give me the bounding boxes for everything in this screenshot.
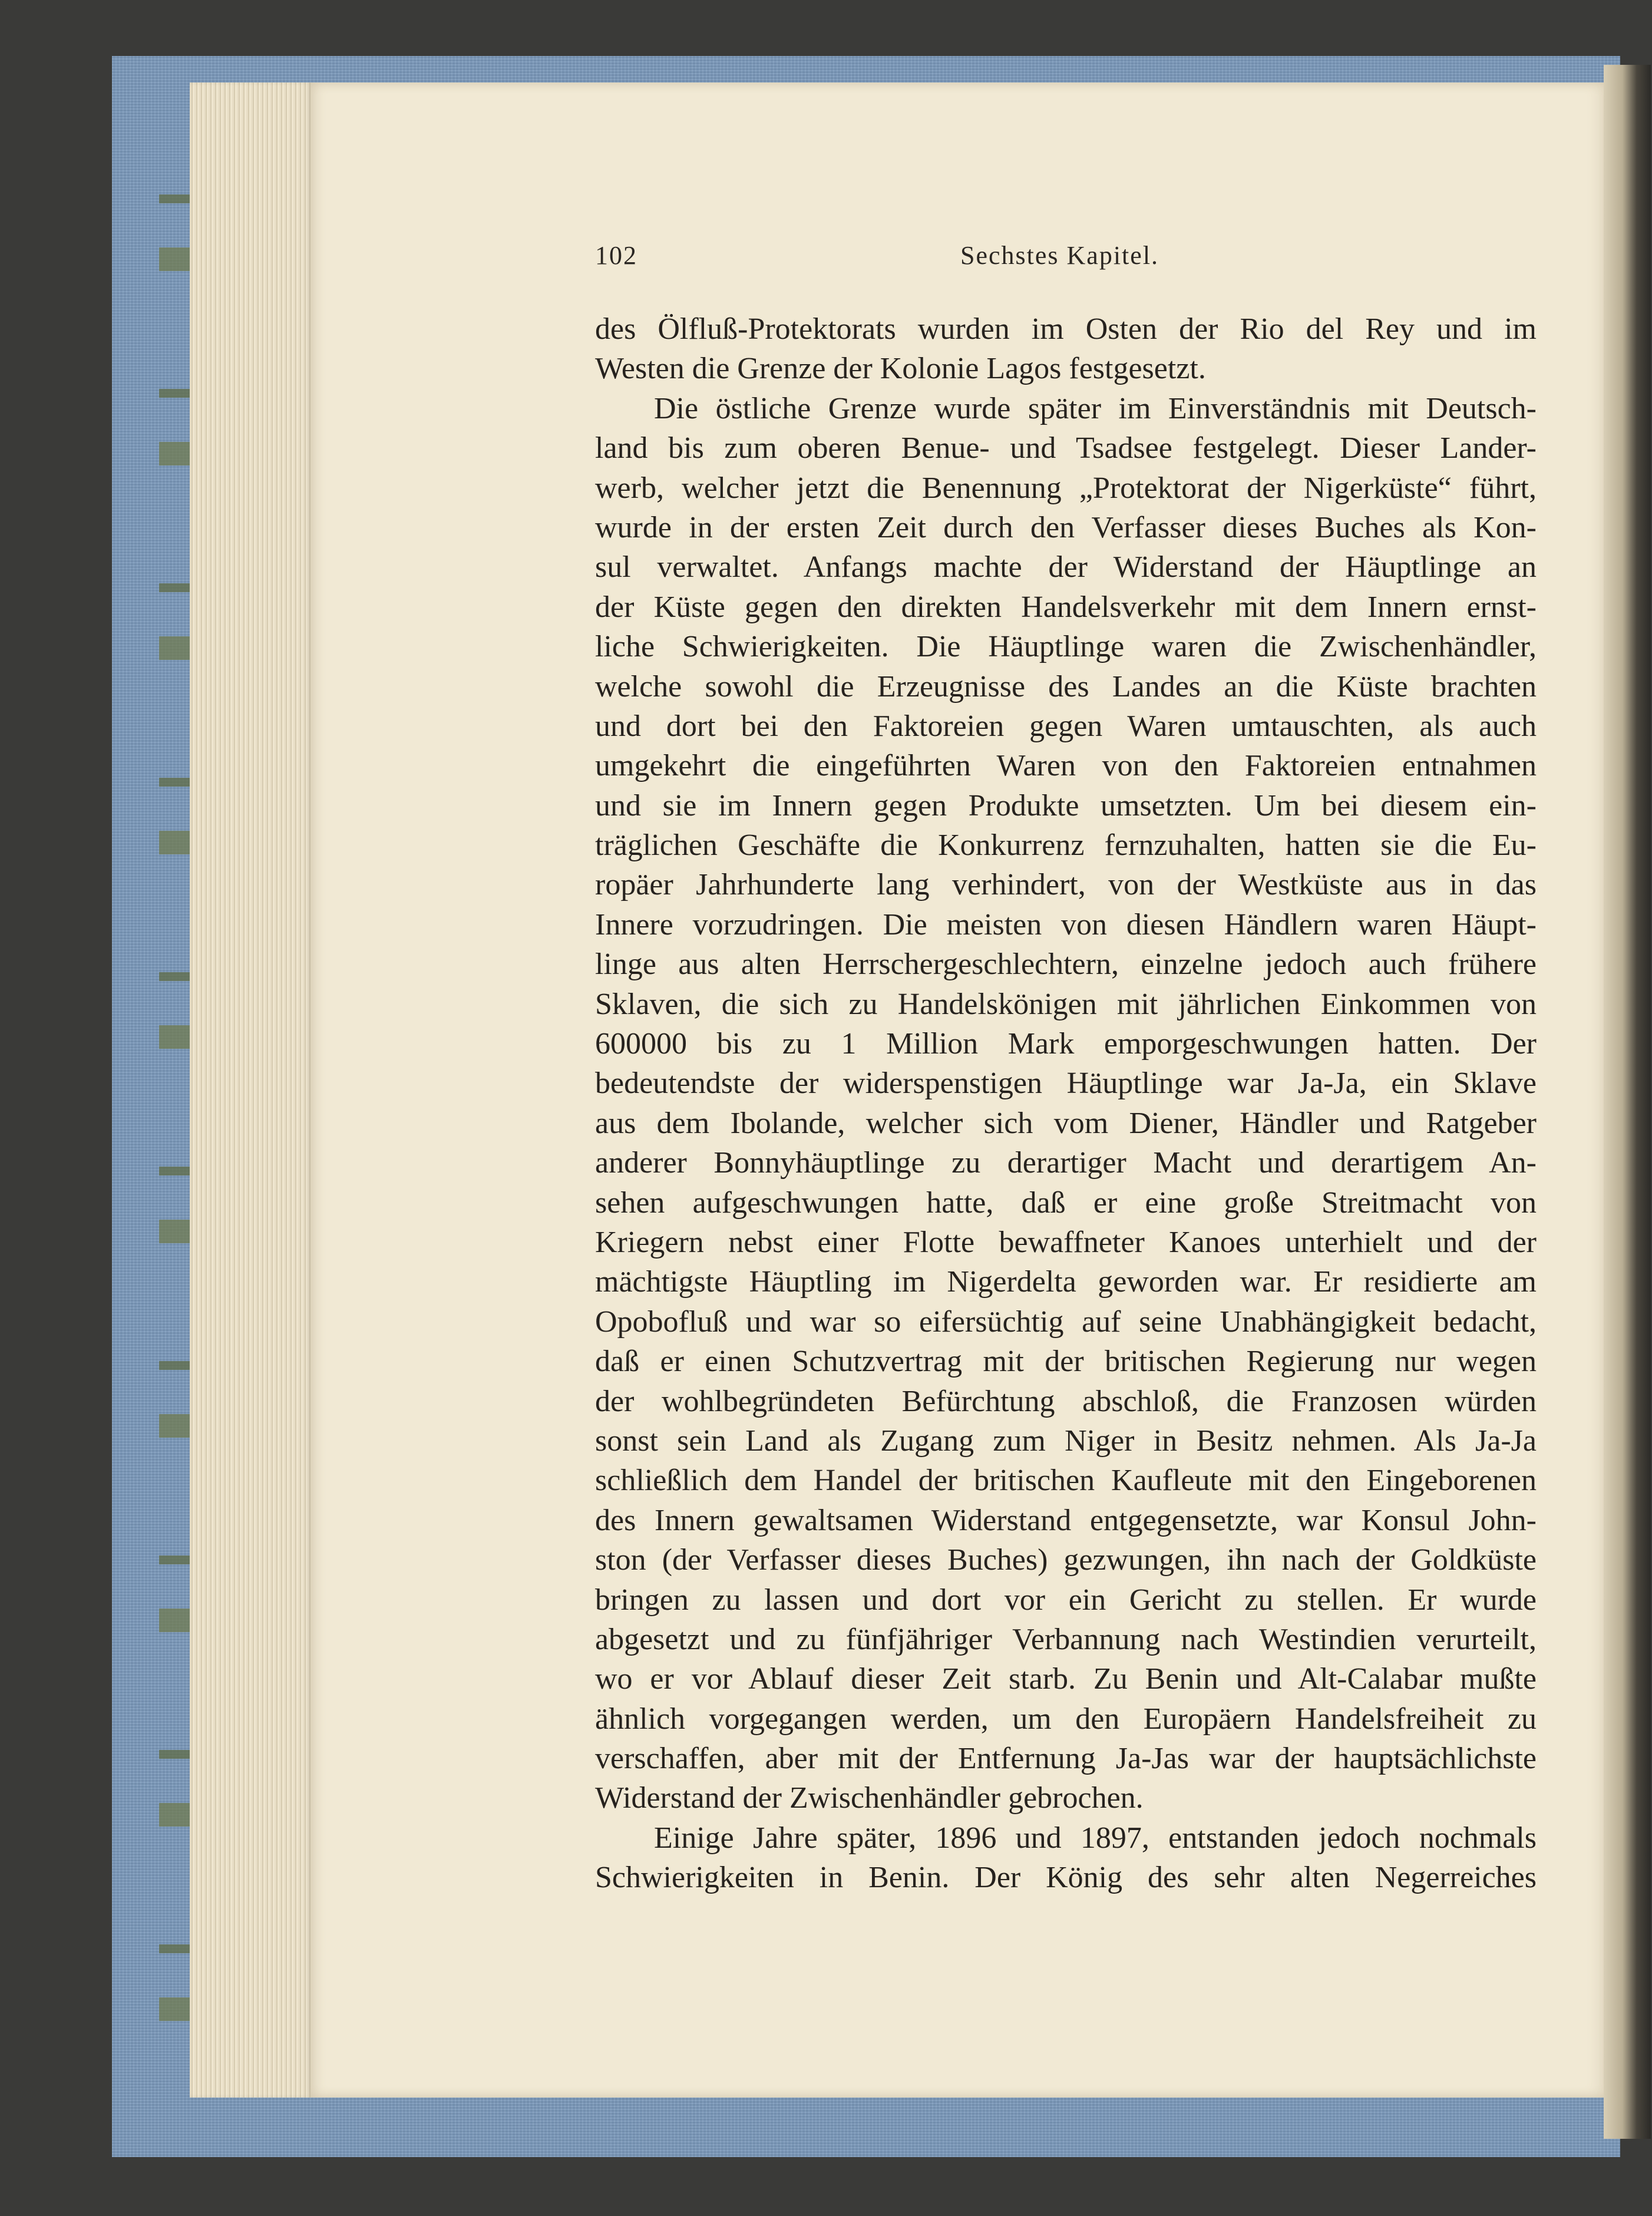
text-line: mächtigste Häuptling im Nigerdelta geworden war. Er residierte am [595, 1265, 1537, 1299]
text-line: liche Schwierigkeiten. Die Häuptlinge waren die Zwischenhändler, [595, 630, 1537, 664]
text-line: Westen die Grenze der Kolonie Lagos festgesetzt. [595, 352, 1206, 386]
text-line: wo er vor Ablauf dieser Zeit starb. Zu Benin und Alt-Calabar mußte [595, 1662, 1537, 1696]
text-line: träglichen Geschäfte die Konkurrenz fernzuhalten, hatten sie die Eu- [595, 828, 1537, 863]
text-line: der Küste gegen den direkten Handelsverkehr mit dem Innern ernst- [595, 590, 1537, 624]
text-line: 600000 bis zu 1 Million Mark emporgeschwungen hatten. Der [595, 1027, 1537, 1061]
text-line: ähnlich vorgegangen werden, um den Europäern Handelsfreiheit zu [595, 1702, 1537, 1736]
text-line: ston (der Verfasser dieses Buches) gezwungen, ihn nach der Goldküste [595, 1543, 1537, 1577]
text-line: anderer Bonnyhäuptlinge zu derartiger Macht und derartigem An- [595, 1146, 1537, 1180]
text-line: sul verwaltet. Anfangs machte der Widerstand der Häuptlinge an [595, 550, 1537, 584]
page-edges [190, 82, 310, 2098]
text-line: werb, welcher jetzt die Benennung „Protektorat der Nigerküste“ führt, [595, 471, 1537, 505]
text-line: schließlich dem Handel der britischen Kaufleute mit den Eingeborenen [595, 1464, 1537, 1498]
text-line: linge aus alten Herrschergeschlechtern, einzelne jedoch auch frühere [595, 947, 1537, 982]
text-line: welche sowohl die Erzeugnisse des Landes an die Küste brachten [595, 669, 1537, 704]
text-line: bringen zu lassen und dort vor ein Gericht zu stellen. Er wurde [595, 1583, 1537, 1617]
chapter-title: Sechstes Kapitel. [960, 241, 1159, 270]
text-line: Die östliche Grenze wurde später im Einverständnis mit Deutsch- [654, 391, 1537, 425]
text-line: aus dem Ibolande, welcher sich vom Diener, Händler und Ratgeber [595, 1106, 1537, 1140]
text-line: Schwierigkeiten in Benin. Der König des sehr alten Negerreiches [595, 1861, 1537, 1895]
text-line: abgesetzt und zu fünfjähriger Verbannung nach Westindien verurteilt, [595, 1622, 1537, 1656]
text-line: Einige Jahre später, 1896 und 1897, entstanden jedoch nochmals [654, 1821, 1537, 1855]
text-line: wurde in der ersten Zeit durch den Verfasser dieses Buches als Kon- [595, 510, 1537, 544]
text-line: verschaffen, aber mit der Entfernung Ja-Jas war der hauptsächlichste [595, 1742, 1537, 1776]
text-line: bedeutendste der widerspenstigen Häuptlinge war Ja-Ja, ein Sklave [595, 1066, 1537, 1101]
text-line: und sie im Innern gegen Produkte umsetzten. Um bei diesem ein- [595, 788, 1537, 823]
text-line: Widerstand der Zwischenhändler gebrochen. [595, 1781, 1144, 1815]
body-text [595, 309, 1537, 1898]
text-line: land bis zum oberen Benue- und Tsadsee festgelegt. Dieser Lander- [595, 431, 1537, 465]
cover-ornament [159, 106, 194, 2050]
text-line: daß er einen Schutzvertrag mit der britischen Regierung nur wegen [595, 1345, 1537, 1379]
text-line: Kriegern nebst einer Flotte bewaffneter Kanoes unterhielt und der [595, 1225, 1537, 1259]
text-line: des Ölfluß-Protektorats wurden im Osten der Rio del Rey und im [595, 312, 1537, 346]
running-head [595, 240, 1532, 282]
text-line: des Innern gewaltsamen Widerstand entgegensetzte, war Konsul John- [595, 1503, 1537, 1537]
text-line: sonst sein Land als Zugang zum Niger in Besitz nehmen. Als Ja-Ja [595, 1424, 1537, 1458]
book-gutter [1604, 65, 1651, 2139]
text-line: Sklaven, die sich zu Handelskönigen mit jährlichen Einkommen von [595, 987, 1537, 1021]
text-line: ropäer Jahrhunderte lang verhindert, von der Westküste aus in das [595, 868, 1537, 902]
text-line: und dort bei den Faktoreien gegen Waren umtauschten, als auch [595, 709, 1537, 743]
text-line: Opobofluß und war so eifersüchtig auf seine Unabhängigkeit bedacht, [595, 1304, 1537, 1339]
text-line: umgekehrt die eingeführten Waren von den Faktoreien entnahmen [595, 749, 1537, 783]
text-line: der wohlbegründeten Befürchtung abschloß, die Franzosen würden [595, 1384, 1537, 1418]
page-number: 102 [595, 241, 637, 270]
text-line: Innere vorzudringen. Die meisten von diesen Händlern waren Häupt- [595, 907, 1537, 942]
text-line: sehen aufgeschwungen hatte, daß er eine große Streitmacht von [595, 1185, 1537, 1220]
